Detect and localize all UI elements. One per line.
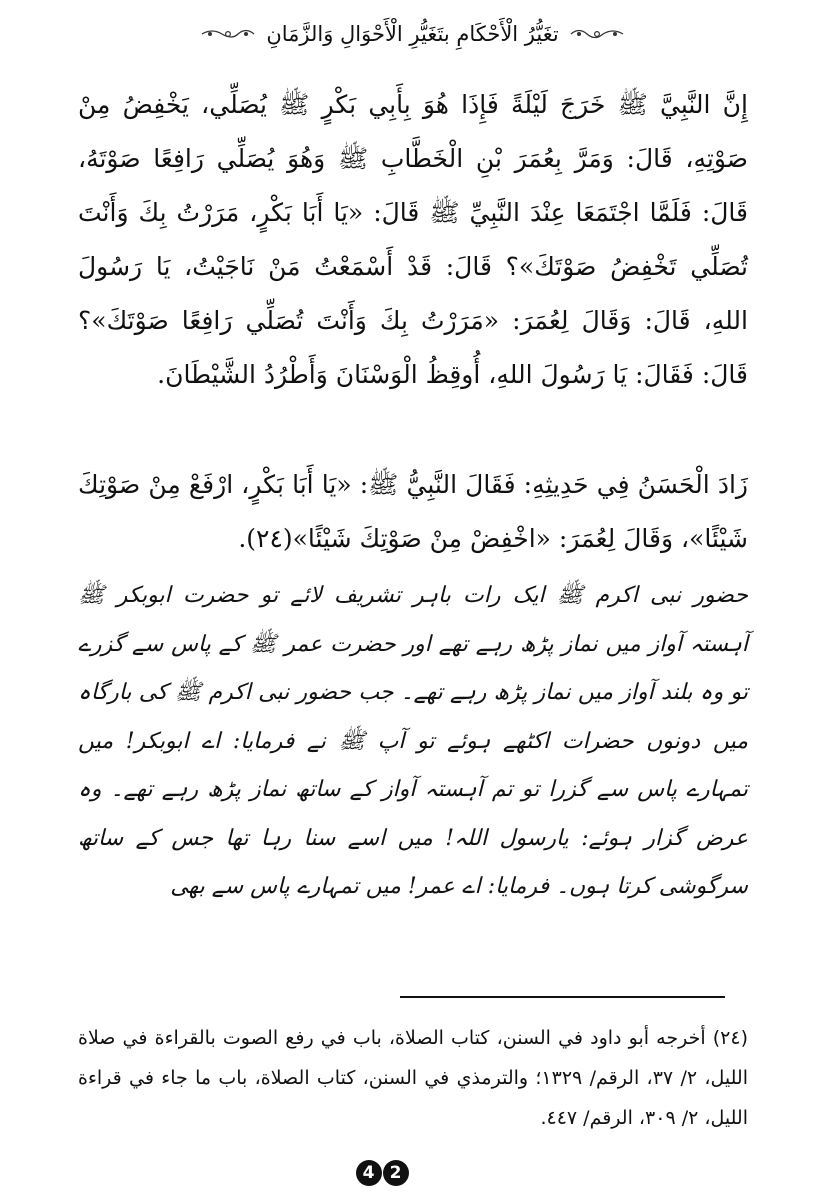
- ornament-right-icon: [569, 25, 625, 43]
- arabic-paragraph-1: إِنَّ النَّبِيَّ ﷺ خَرَجَ لَيْلَةً فَإِذَا هُوَ بِأَبِي بَكْرٍ ﷺ يُصَلِّي، يَخْفِضُ مِنْ صَوْتِهِ، قَالَ: وَمَرَّ بِعُمَرَ بْنِ الْخَطَّابِ ﷺ وَهُوَ يُصَلِّي رَافِعًا صَوْتَهُ، قَالَ: فَلَمَّا اجْتَمَعَا عِنْدَ النَّبِيِّ ﷺ قَالَ: «يَا أَبَا بَكْرٍ، مَرَرْتُ بِكَ وَأَنْتَ تُصَلِّي تَخْفِضُ صَوْتَكَ»؟ قَالَ: قَدْ أَسْمَعْتُ مَنْ نَاجَيْتُ، يَا رَسُولَ اللهِ، قَالَ: وَقَالَ لِعُمَرَ: «مَرَرْتُ بِكَ وَأَنْتَ تُصَلِّي رَافِعًا صَوْتَكَ»؟ قَالَ: فَقَالَ: يَا رَسُولَ اللهِ، أُوقِظُ الْوَسْنَانَ وَأَطْرُدُ الشَّيْطَانَ.: [78, 90, 748, 389]
- header-title: تغَيُّرُ الْأَحْكَامِ بتَغَيُّرِ الْأَحْوَالِ وَالزَّمَانِ: [266, 22, 559, 46]
- ornament-left-icon: [200, 25, 256, 43]
- arabic-addition-text: [78, 458, 748, 566]
- arabic-paragraph-2: زَادَ الْحَسَنُ فِي حَدِيثِهِ: فَقَالَ النَّبِيُّ ﷺ: «يَا أَبَا بَكْرٍ، ارْفَعْ مِنْ صَوْتِكَ شَيْئًا»، وَقَالَ لِعُمَرَ: «اخْفِضْ مِنْ صَوْتِكَ شَيْئًا»(٢٤).: [78, 470, 748, 553]
- footnote-separator: [400, 996, 725, 998]
- arabic-hadith-text: [78, 78, 748, 402]
- running-header: [60, 14, 765, 54]
- footnote-text: (٢٤) أخرجه أبو داود في السنن، كتاب الصلاة، باب في رفع الصوت بالقراءة في صلاة الليل، ٢/ ٣٧، الرقم/ ١٣٢٩؛ والترمذي في السنن، كتاب الصلاة، باب ما جاء في قراءة الليل، ٢/ ٣٠٩، الرقم/ ٤٤٧.: [78, 1027, 748, 1129]
- page-number-digit: 4: [356, 1160, 382, 1186]
- footnote: [78, 1018, 748, 1138]
- urdu-paragraph: حضور نبی اکرم ﷺ ایک رات باہر تشریف لائے تو حضرت ابوبکر ﷺ آہستہ آواز میں نماز پڑھ رہے تھے اور حضرت عمر ﷺ کے پاس سے گزرے تو وہ بلند آواز میں نماز پڑھ رہے تھے۔ جب حضور نبی اکرم ﷺ کی بارگاہ میں دونوں حضرات اکٹھے ہوئے تو آپ ﷺ نے فرمایا: اے ابوبکر! میں تمہارے پاس سے گزرا تو تم آہستہ آواز کے ساتھ نماز پڑھ رہے تھے۔ وہ عرض گزار ہوئے: یارسول اللہ! میں اسے سنا رہا تھا جس کے ساتھ سرگوشی کرتا ہوں۔ فرمایا: اے عمر! میں تمہارے پاس سے بھی: [78, 583, 748, 899]
- urdu-translation: [78, 572, 748, 912]
- page-number: [352, 1160, 412, 1188]
- page-number-digit: 2: [383, 1160, 409, 1186]
